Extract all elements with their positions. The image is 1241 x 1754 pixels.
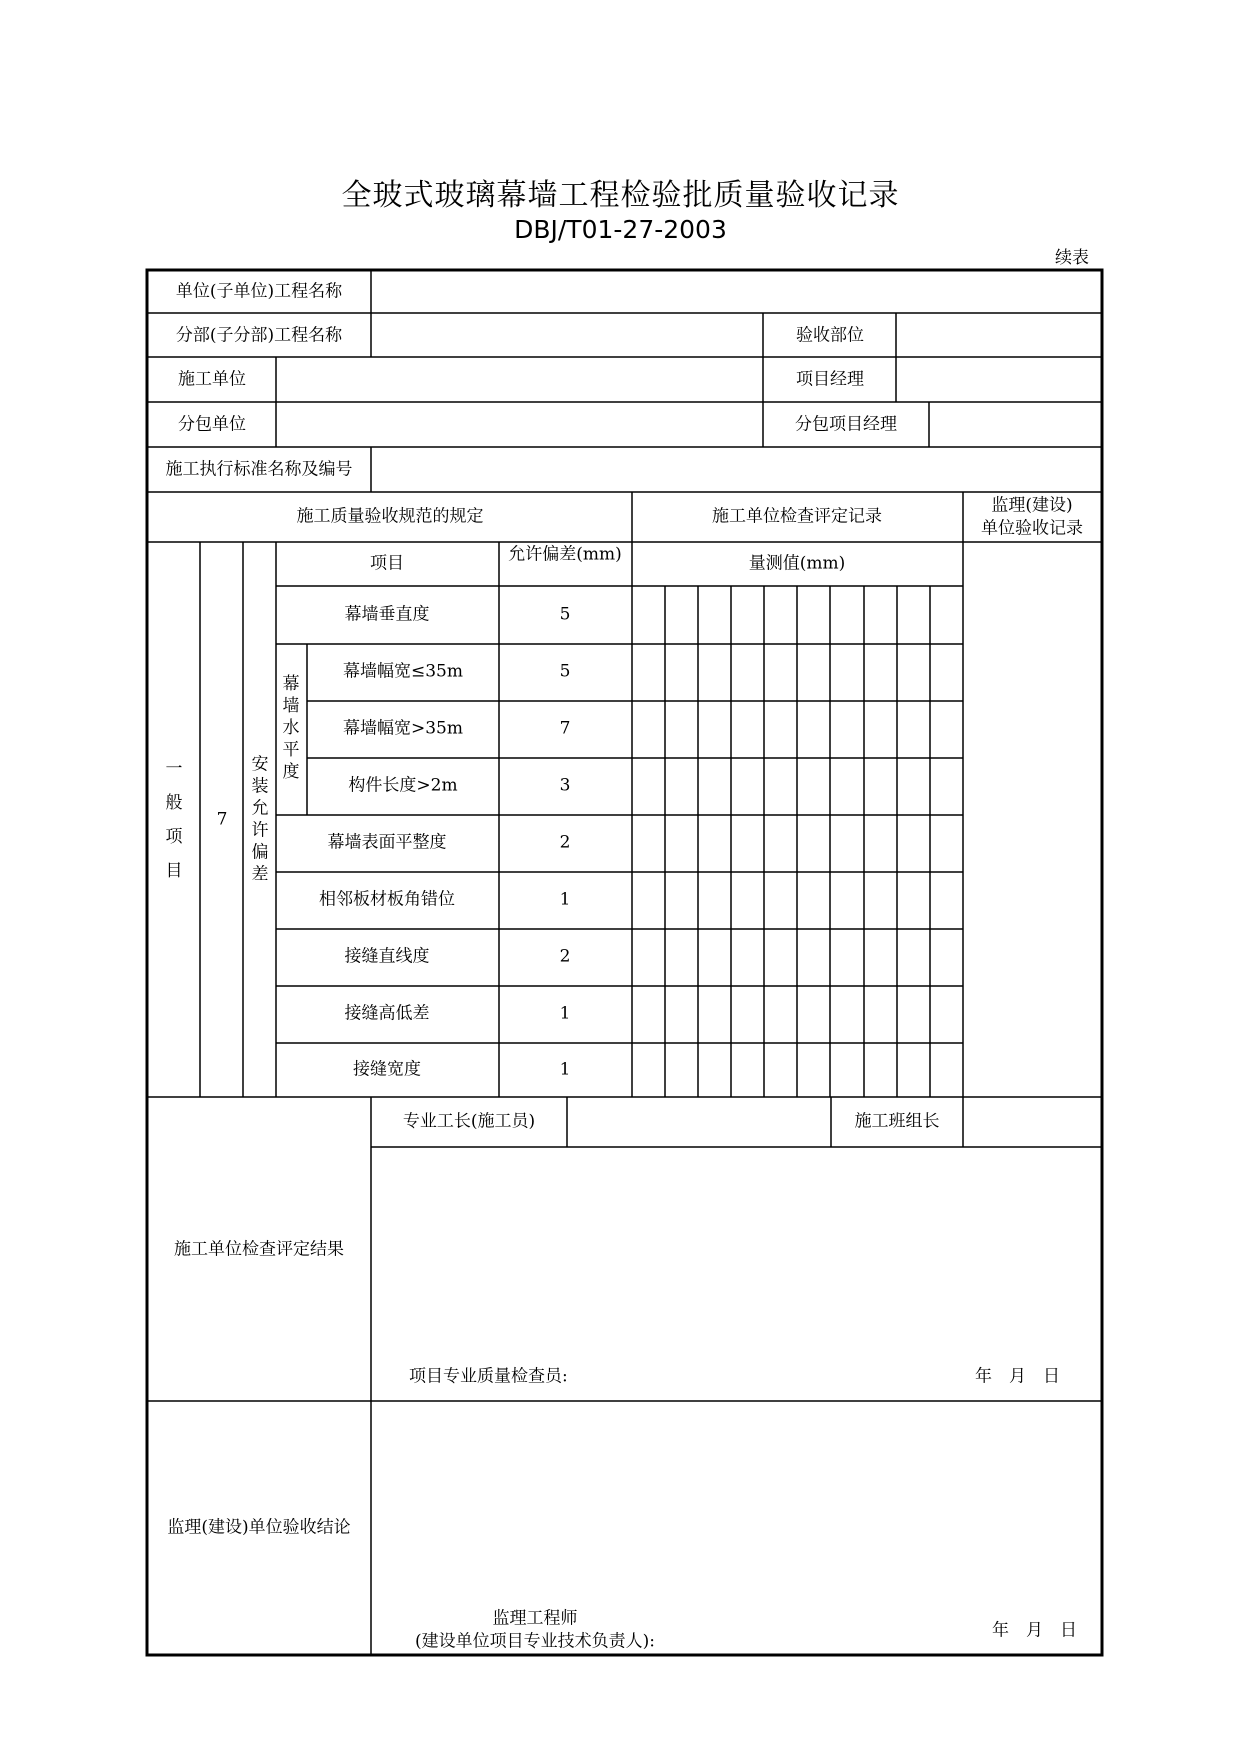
sub-pm-label: 分包项目经理 (795, 414, 897, 435)
item-tolerance: 2 (559, 832, 571, 853)
tolerance-header: 允许偏差(mm) (508, 544, 622, 565)
supervision-header-line1: 监理(建设) (991, 495, 1073, 516)
item-name: 幕墙幅宽>35m (343, 718, 463, 739)
item-tolerance: 5 (559, 661, 571, 682)
item-name: 幕墙幅宽≤35m (343, 661, 463, 682)
contractor-result-label: 施工单位检查评定结果 (174, 1239, 344, 1260)
item-tolerance: 5 (559, 604, 571, 625)
installation-tolerance-label: 安 装 允 许 偏 差 (251, 754, 269, 886)
project-manager-label: 项目经理 (796, 369, 864, 390)
subproject-label: 分部(子分部)工程名称 (175, 325, 343, 346)
item-name: 接缝高低差 (344, 1003, 430, 1024)
engineer-label-line2: (建设单位项目专业技术负责人): (415, 1631, 655, 1652)
item-tolerance: 2 (559, 946, 571, 967)
curtain-wall-level-label: 幕 墙 水 平 度 (282, 673, 300, 783)
item-name: 接缝宽度 (353, 1059, 421, 1080)
item-tolerance: 1 (559, 1059, 571, 1080)
foreman-label: 专业工长(施工员) (402, 1111, 536, 1132)
measured-header: 量测值(mm) (748, 553, 846, 574)
item-number: 7 (216, 809, 228, 830)
standard-label: 施工执行标准名称及编号 (165, 459, 353, 480)
inspector-label: 项目专业质量检查员: (409, 1366, 568, 1387)
engineer-label-line1: 监理工程师 (492, 1608, 578, 1629)
item-tolerance: 7 (559, 718, 571, 739)
team-leader-label: 施工班组长 (854, 1111, 940, 1132)
supervision-conclusion-label: 监理(建设)单位验收结论 (167, 1517, 351, 1538)
item-name: 相邻板材板角错位 (319, 889, 455, 910)
item-tolerance: 1 (559, 889, 571, 910)
item-name: 幕墙表面平整度 (327, 832, 447, 853)
supervision-date: 年 月 日 (992, 1620, 1077, 1641)
form-title: 全玻式玻璃幕墙工程检验批质量验收记录 (341, 178, 900, 213)
record-header: 施工单位检查评定记录 (712, 506, 882, 527)
general-items-label: 一 般 项 目 (165, 758, 183, 882)
item-name: 构件长度>2m (348, 775, 458, 796)
spec-header: 施工质量验收规范的规定 (296, 506, 484, 527)
item-tolerance: 3 (559, 775, 571, 796)
contractor-date: 年 月 日 (975, 1366, 1060, 1387)
item-name: 幕墙垂直度 (344, 604, 430, 625)
supervision-header-line2: 单位验收记录 (981, 518, 1083, 539)
item-tolerance: 1 (559, 1003, 571, 1024)
standard-code: DBJ/T01-27-2003 (514, 215, 727, 244)
project-name-label: 单位(子单位)工程名称 (175, 281, 343, 302)
contractor-label: 施工单位 (178, 369, 246, 390)
item-header: 项目 (370, 553, 404, 574)
item-name: 接缝直线度 (344, 946, 430, 967)
acceptance-part-label: 验收部位 (796, 325, 864, 346)
subcontractor-label: 分包单位 (178, 414, 246, 435)
continuation-label: 续表 (1055, 248, 1089, 268)
